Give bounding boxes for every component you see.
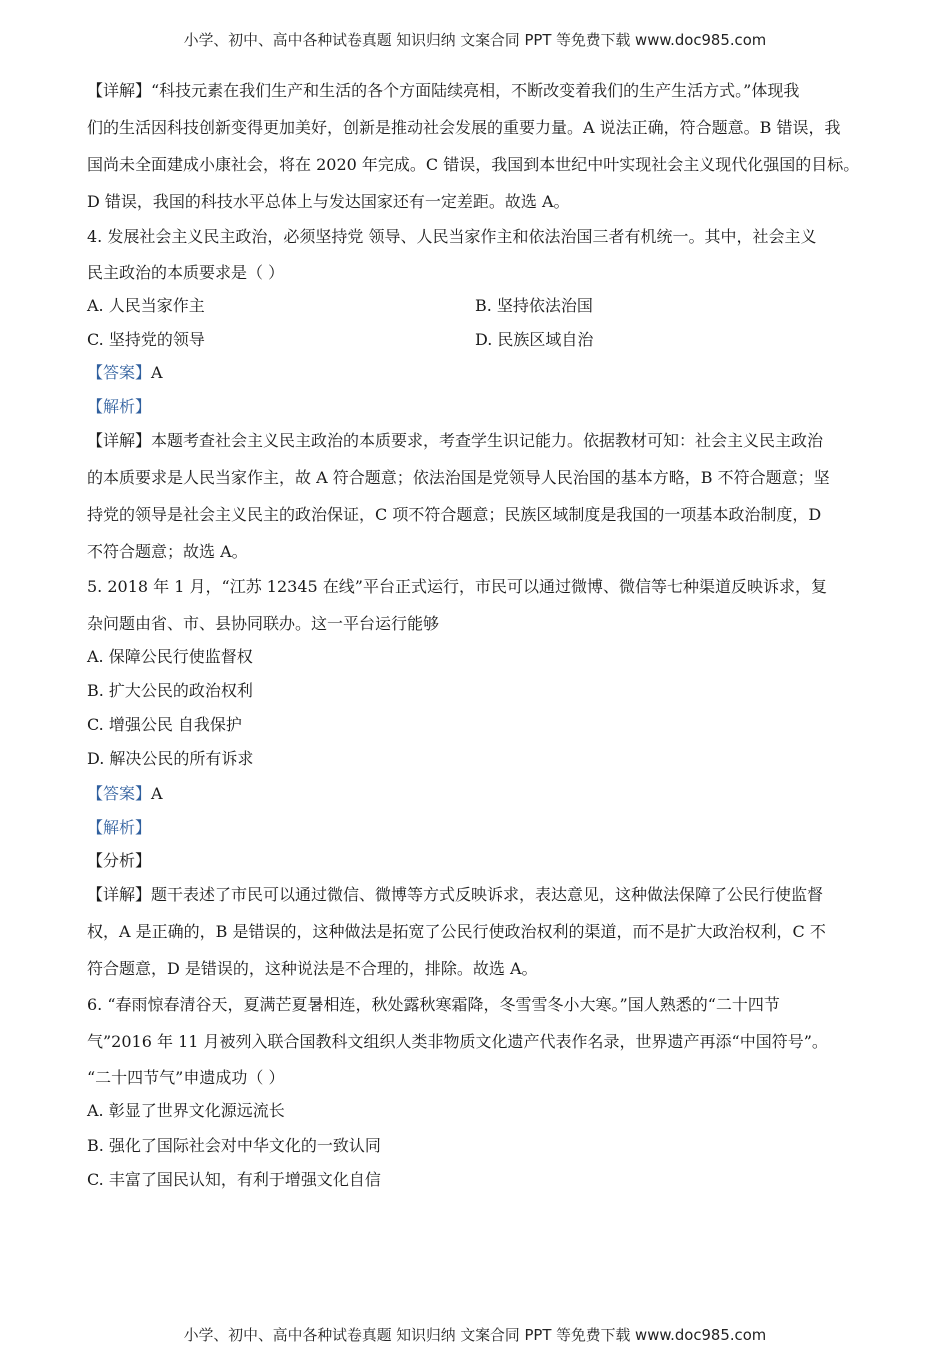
q4-detail-line-1: 【详解】本题考查社会主义民主政治的本质要求，考查学生识记能力。依据教材可知：社会主义民主政治 bbox=[87, 431, 824, 450]
q3-detail-line-1: 【详解】“科技元素在我们生产和生活的各个方面陆续亮相，不断改变着我们的生产生活方式。”体现我 bbox=[87, 81, 800, 100]
q4-detail-line-2: 的本质要求是人民当家作主，故 A 符合题意；依法治国是党领导人民治国的基本方略，B 不符合题意；坚 bbox=[87, 468, 830, 487]
q4-option-c: C. 坚持党的领导 bbox=[87, 330, 205, 349]
q4-stem-line-2: 民主政治的本质要求是（ ） bbox=[87, 263, 285, 282]
q5-answer-value: A bbox=[151, 784, 163, 803]
q6-option-b: B. 强化了国际社会对中华文化的一致认同 bbox=[87, 1136, 381, 1155]
page-header: 小学、初中、高中各种试卷真题 知识归纳 文案合同 PPT 等免费下载 www.doc985.com bbox=[183, 31, 767, 49]
q6-option-a: A. 彰显了世界文化源远流长 bbox=[87, 1101, 285, 1120]
q6-stem-line-3: “二十四节气”申遗成功（ ） bbox=[87, 1068, 285, 1087]
q4-detail-line-3: 持党的领导是社会主义民主的政治保证，C 项不符合题意；民族区域制度是我国的一项基本政治制度，D bbox=[87, 505, 822, 524]
page-footer: 小学、初中、高中各种试卷真题 知识归纳 文案合同 PPT 等免费下载 www.doc985.com bbox=[183, 1326, 767, 1344]
q3-detail-line-4: D 错误，我国的科技水平总体上与发达国家还有一定差距。故选 A。 bbox=[87, 192, 570, 211]
q3-detail-line-3: 国尚未全面建成小康社会，将在 2020 年完成。C 错误，我国到本世纪中叶实现社会主义现代化强国的目标。 bbox=[87, 155, 860, 174]
q5-stem-line-2: 杂问题由省、市、县协同联办。这一平台运行能够 bbox=[87, 614, 440, 633]
q6-stem-line-2: 气”2016 年 11 月被列入联合国教科文组织人类非物质文化遗产代表作名录，世界遗产再添“中国符号”。 bbox=[87, 1032, 828, 1051]
q5-option-d: D. 解决公民的所有诉求 bbox=[87, 749, 254, 768]
q5-detail-line-1: 【详解】题干表述了市民可以通过微信、微博等方式反映诉求，表达意见，这种做法保障了公民行使监督 bbox=[87, 885, 824, 904]
answer-label: 【答案】 bbox=[87, 363, 152, 382]
q5-analysis-label: 【解析】 bbox=[87, 818, 152, 837]
q5-fenxi-label: 【分析】 bbox=[87, 851, 152, 870]
q6-option-c: C. 丰富了国民认知，有利于增强文化自信 bbox=[87, 1170, 381, 1189]
answer-label: 【答案】 bbox=[87, 784, 152, 803]
q5-detail-line-3: 符合题意，D 是错误的，这种说法是不合理的，排除。故选 A。 bbox=[87, 959, 538, 978]
q6-stem-line-1: 6. “春雨惊春清谷天，夏满芒夏暑相连，秋处露秋寒霜降，冬雪雪冬小大寒。”国人熟悉的“二十四节 bbox=[87, 995, 780, 1014]
q4-answer bbox=[87, 363, 163, 383]
q4-detail-line-4: 不符合题意；故选 A。 bbox=[87, 542, 248, 561]
q4-analysis-label: 【解析】 bbox=[87, 397, 152, 416]
q5-option-c: C. 增强公民 自我保护 bbox=[87, 715, 242, 734]
q4-stem-line-1: 4. 发展社会主义民主政治，必须坚持党 领导、人民当家作主和依法治国三者有机统一。其中，社会主义 bbox=[87, 227, 817, 246]
q5-answer bbox=[87, 784, 163, 804]
q4-option-a: A. 人民当家作主 bbox=[87, 296, 205, 315]
q5-detail-line-2: 权，A 是正确的，B 是错误的，这种做法是拓宽了公民行使政治权利的渠道，而不是扩大政治权利，C 不 bbox=[87, 922, 826, 941]
q4-option-b: B. 坚持依法治国 bbox=[475, 296, 593, 315]
q5-stem-line-1: 5. 2018 年 1 月，“江苏 12345 在线”平台正式运行，市民可以通过微博、微信等七种渠道反映诉求，复 bbox=[87, 577, 827, 596]
q5-option-b: B. 扩大公民的政治权利 bbox=[87, 681, 253, 700]
q5-option-a: A. 保障公民行使监督权 bbox=[87, 647, 253, 666]
q4-option-d: D. 民族区域自治 bbox=[475, 330, 594, 349]
q4-answer-value: A bbox=[151, 363, 163, 382]
q3-detail-line-2: 们的生活因科技创新变得更加美好，创新是推动社会发展的重要力量。A 说法正确，符合题意。B 错误，我 bbox=[87, 118, 841, 137]
